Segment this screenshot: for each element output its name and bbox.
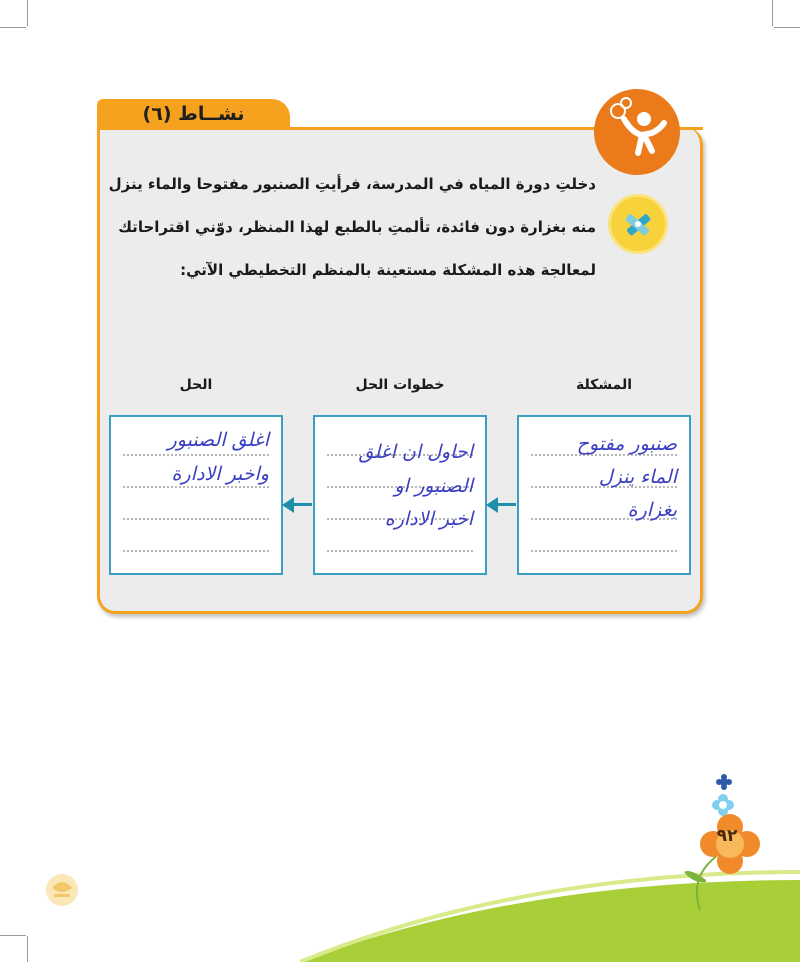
crop-mark (0, 27, 26, 28)
arrow-line (496, 503, 516, 506)
arrow-left-icon (486, 497, 498, 513)
dotted-line (123, 518, 269, 520)
hill-decoration (0, 760, 800, 962)
dotted-line (123, 454, 269, 456)
answer-line: صنبور مفتوح (576, 433, 677, 455)
crop-mark (27, 0, 28, 26)
answer-line: اخبر الاداره (384, 508, 473, 530)
dotted-line (327, 550, 473, 552)
solution-steps-box[interactable] (313, 415, 487, 575)
dotted-line (531, 550, 677, 552)
heading-problem: المشكلة (575, 377, 633, 393)
instruction-line-1: دخلتِ دورة المياه في المدرسة، فرأيتِ الصنبور مفتوحا والماء ينزل (108, 175, 596, 193)
problem-box[interactable] (517, 415, 691, 575)
crop-mark (772, 0, 773, 26)
arrow-line (292, 503, 312, 506)
answer-line: واخبر الادارة (171, 463, 269, 485)
dotted-line (123, 486, 269, 488)
answer-line: بغزارة (627, 499, 677, 521)
instruction-line-2: منه بغزارة دون فائدة، تألمتِ بالطبع لهذا المنظر، دوّني اقتراحاتك (118, 218, 596, 236)
flower-icon (700, 814, 760, 878)
heading-solution: الحل (179, 377, 213, 393)
activity-title: نشــاط (٦) (142, 103, 245, 125)
answer-line: احاول ان اغلق (358, 441, 473, 463)
arrow-left-icon (282, 497, 294, 513)
dotted-line (123, 550, 269, 552)
page-number: ٩٢ (716, 826, 738, 846)
answer-line: الماء ينزل (598, 466, 677, 488)
answer-line: اغلق الصنبور (167, 429, 269, 451)
crop-mark (774, 27, 800, 28)
tools-icon (608, 194, 668, 254)
instruction-line-3: لمعالجة هذه المشكلة مستعينة بالمنظم التخطيطي الآتي: (180, 261, 596, 279)
heading-solution-steps: خطوات الحل (355, 377, 445, 393)
flower-icon (716, 774, 732, 794)
answer-line: الصنبور او (394, 475, 473, 497)
activity-badge-icon (594, 89, 680, 175)
publisher-logo-icon (40, 866, 84, 914)
solution-box[interactable] (109, 415, 283, 575)
